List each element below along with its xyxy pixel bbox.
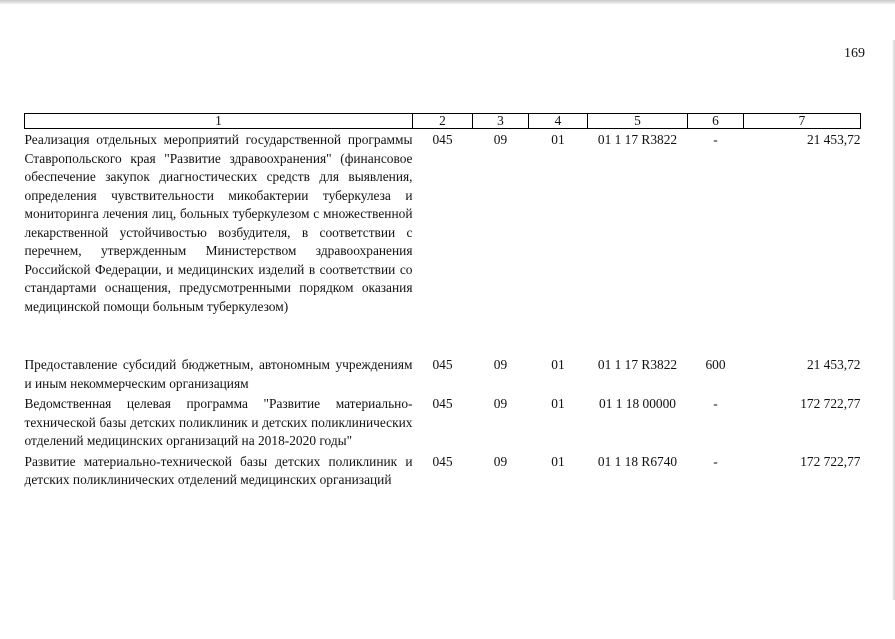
subsection-code: 01 [551,453,565,469]
table-row [25,451,861,490]
section-code: 09 [493,453,508,469]
row-spacer [25,316,861,354]
target-article-code: 01 1 18 R6740 [597,453,678,469]
table-row [25,129,861,317]
table-row [25,354,861,393]
column-header-6: 6 [688,114,744,129]
budget-table [24,113,861,490]
section-code: 09 [493,396,508,411]
ministry-code: 045 [432,453,453,469]
amount: 21 453,72 [806,357,861,372]
target-article-code: 01 1 17 R3822 [597,132,678,147]
target-article-code: 01 1 17 R3822 [597,357,678,372]
expense-type-code: 600 [705,357,726,372]
row-description: Ведомственная целевая программа "Развитие материально-технической базы детских поликлиник и детских поликлинических отделений медицинских организаций на 2018-2020 годы" [24,396,413,448]
section-code: 09 [493,132,508,147]
column-header-2: 2 [413,114,473,129]
column-header-5: 5 [588,114,688,129]
expense-type-code: - [713,453,718,469]
ministry-code: 045 [432,132,453,147]
amount: 21 453,72 [806,132,861,147]
header-row [25,114,861,129]
subsection-code: 01 [551,357,565,372]
target-article-code: 01 1 18 00000 [599,396,676,411]
row-description: Реализация отдельных мероприятий государственной программы Ставропольского края "Развитие здравоохранения" (финансовое обеспечение закупок диагностических средств для выявления, определения чувствительности микобактерии туберкулеза и мониторинга лечения лиц, больных туберкулезом с множественной лекарственной устойчивостью возбудителя, в соответствии с перечнем, утвержденным Министерством здравоохранения Российской Федерации, и медицинских изделий в соответствии со стандартами оснащения, предусмотренными порядком оказания медицинской помощи больным туберкулезом) [24,132,413,314]
page-number: 169 [844,46,865,61]
ministry-code: 045 [432,357,453,372]
column-header-1: 1 [25,114,413,129]
expense-type-code: - [713,396,718,411]
expense-type-code: - [713,132,718,147]
row-description: Развитие материально-технической базы детских поликлиник и детских поликлинических отделений медицинских организаций [24,453,413,487]
column-header-7: 7 [744,114,861,129]
amount: 172 722,77 [800,453,861,469]
scan-edge-top [0,0,895,4]
column-header-3: 3 [473,114,529,129]
amount: 172 722,77 [800,396,861,411]
ministry-code: 045 [432,396,453,411]
subsection-code: 01 [551,132,565,147]
row-description: Предоставление субсидий бюджетным, автономным учреждениям и иным некоммерческим организациям [24,357,413,391]
table-row [25,393,861,451]
section-code: 09 [493,357,508,372]
subsection-code: 01 [551,396,565,411]
column-header-4: 4 [529,114,588,129]
